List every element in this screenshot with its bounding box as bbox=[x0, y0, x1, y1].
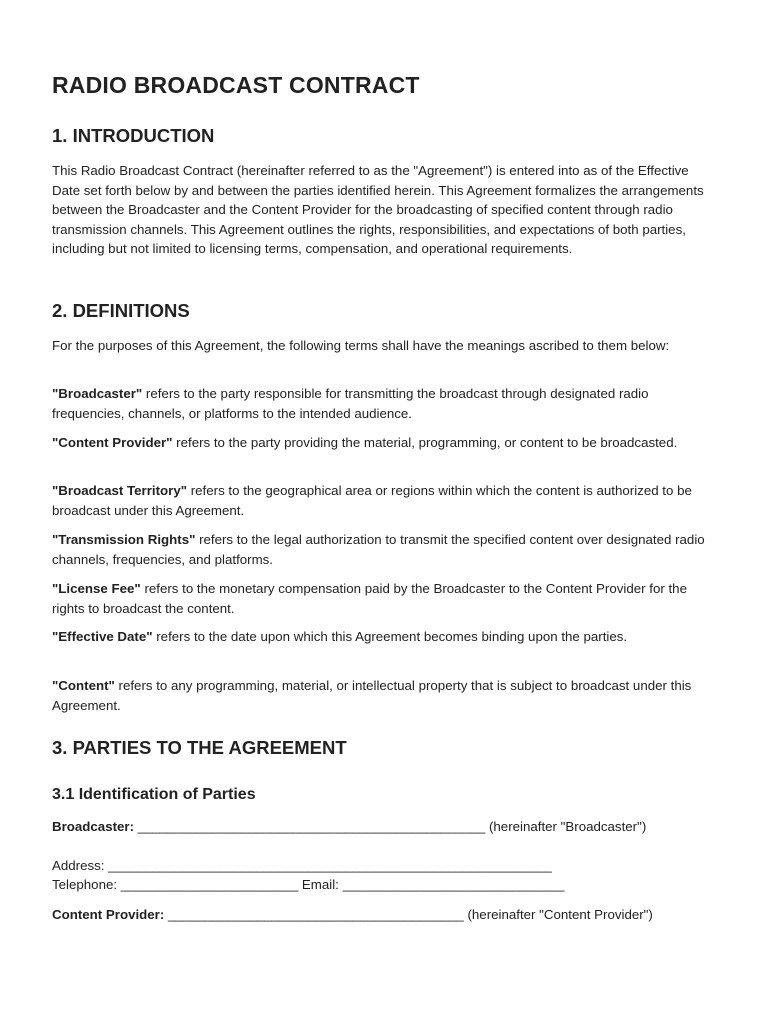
definition-item bbox=[52, 579, 712, 618]
definition-term: "Transmission Rights" bbox=[52, 532, 196, 547]
definition-item bbox=[52, 481, 712, 520]
definitions-intro-paragraph: For the purposes of this Agreement, the following terms shall have the meanings ascribed to them below: bbox=[52, 338, 670, 353]
definition-item bbox=[52, 627, 712, 647]
definition-term: "Effective Date" bbox=[52, 629, 153, 644]
section-heading-introduction: 1. INTRODUCTION bbox=[52, 125, 215, 146]
address-field: Address: ____________________________________________________________ bbox=[52, 858, 552, 873]
section-heading-parties: 3. PARTIES TO THE AGREEMENT bbox=[52, 737, 347, 758]
definition-item bbox=[52, 433, 712, 453]
content-provider-field bbox=[52, 905, 712, 925]
content-provider-label: Content Provider: bbox=[52, 907, 165, 922]
definition-item bbox=[52, 676, 712, 715]
broadcaster-label: Broadcaster: bbox=[52, 819, 135, 834]
definition-text: refers to the legal authorization to transmit the specified content over designated radio channels, frequencies, and platforms. bbox=[52, 532, 705, 567]
telephone-email-field: Telephone: ________________________ Email: ______________________________ bbox=[52, 877, 565, 892]
introduction-paragraph: This Radio Broadcast Contract (hereinafter referred to as the "Agreement") is entered into as of the Effective Date set forth below by and between the parties identified herein. This Agreement formalizes the arrangements between the Broadcaster and the Content Provider for the broadcasting of specified content through radio transmission channels. This Agreement outlines the rights, responsibilities, and expectations of both parties, including but not limited to licensing terms, compensation, and operational requirements. bbox=[52, 163, 704, 256]
definition-text: refers to the geographical area or regions within which the content is authorized to be broadcast under this Agreement. bbox=[52, 483, 692, 518]
document-title: RADIO BROADCAST CONTRACT bbox=[52, 72, 420, 98]
broadcaster-field bbox=[52, 817, 712, 837]
definition-text: refers to any programming, material, or intellectual property that is subject to broadcast under this Agreement. bbox=[52, 678, 692, 713]
subsection-heading-identification: 3.1 Identification of Parties bbox=[52, 786, 256, 803]
definition-text: refers to the party providing the material, programming, or content to be broadcasted. bbox=[172, 435, 678, 450]
section-heading-definitions: 2. DEFINITIONS bbox=[52, 300, 190, 321]
definition-text: refers to the party responsible for transmitting the broadcast through designated radio frequencies, channels, or platforms to the intended audience. bbox=[52, 386, 649, 421]
broadcaster-blank: _______________________________________________ (hereinafter "Broadcaster") bbox=[134, 819, 647, 834]
definition-term: "Content" bbox=[52, 678, 115, 693]
definition-item bbox=[52, 530, 712, 569]
definition-text: refers to the date upon which this Agreement becomes binding upon the parties. bbox=[152, 629, 628, 644]
definition-term: "Broadcast Territory" bbox=[52, 483, 188, 498]
definition-term: "Broadcaster" bbox=[52, 386, 143, 401]
definition-text: refers to the monetary compensation paid by the Broadcaster to the Content Provider for the rights to broadcast the content. bbox=[52, 581, 687, 616]
definition-item bbox=[52, 384, 712, 423]
content-provider-blank: ________________________________________ (hereinafter "Content Provider") bbox=[164, 907, 653, 922]
definition-term: "License Fee" bbox=[52, 581, 141, 596]
definition-term: "Content Provider" bbox=[52, 435, 173, 450]
